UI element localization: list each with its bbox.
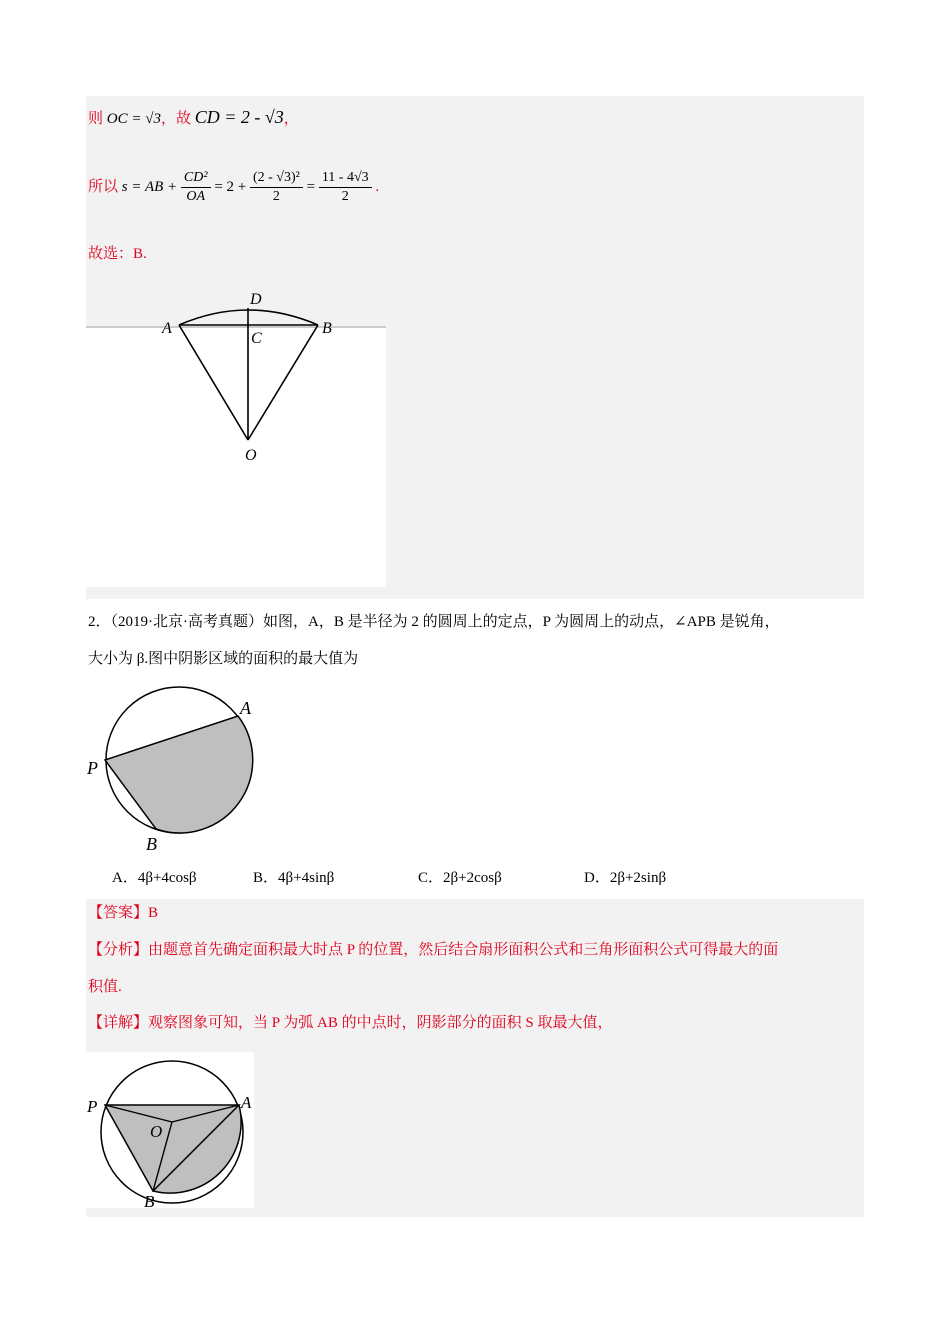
label-c: C <box>251 330 262 347</box>
analysis-tag: 【分析】 <box>88 942 149 958</box>
cd-equation: CD = 2 - √3 <box>194 107 284 127</box>
radius-oa <box>179 325 248 440</box>
label-a: A <box>162 320 172 337</box>
option-d[interactable]: D．2β+2sinβ <box>584 870 667 886</box>
analysis-line-2: 积值. <box>88 979 122 995</box>
fraction-result: $\frac{11 - 4√3}{2}$ <box>319 169 372 206</box>
question-2-line-1 <box>88 611 780 633</box>
label-b: B <box>144 1192 155 1211</box>
sector-diagram-svg <box>86 280 396 480</box>
option-a[interactable]: A．4β+4cosβ <box>112 870 197 886</box>
label-a: A <box>241 1093 252 1112</box>
option-c[interactable]: C．2β+2cosβ <box>418 870 502 886</box>
fraction-2-minus-sqrt3-squared: $\frac{\text{(2 - √3)²}}{2}$ <box>250 169 303 206</box>
answer-line <box>88 902 158 924</box>
solution-circle-svg <box>84 1052 259 1212</box>
question-text-1: 如图，A，B 是半径为 2 的圆周上的定点，P 为圆周上的动点，∠APB 是锐角， <box>263 614 780 630</box>
s-expression: s = AB + <box>121 179 178 195</box>
answer-value: B <box>148 905 159 921</box>
label-a: A <box>240 698 251 718</box>
label-p: P <box>87 1097 98 1116</box>
label-b: B <box>322 320 332 337</box>
fraction-cd-oa: $\frac{\text{CD²}}{OA}$ <box>181 169 211 206</box>
circle-figure-question <box>84 684 274 856</box>
question-2-line-2: 大小为 β.图中阴影区域的面积的最大值为 <box>88 651 359 667</box>
detail-line: 【详解】观察图象可知，当 P 为弧 AB 的中点时，阴影部分的面积 S 取最大值， <box>88 1015 613 1031</box>
question-number: 2． <box>88 614 111 630</box>
label-o: O <box>245 447 257 464</box>
option-b[interactable]: B．4β+4sinβ <box>253 870 335 886</box>
question-source: （2019·北京·高考真题） <box>110 614 264 630</box>
label-b: B <box>146 834 157 854</box>
detail-tag: 【详解】 <box>88 1015 149 1031</box>
answer-tag: 【答案】 <box>88 905 149 921</box>
oc-equation: OC = √3 <box>106 111 161 127</box>
solution-line-2: 所以 s = AB + $\frac{\text{CD²}}{OA}$ = 2 + $\frac{\text{(2 - √3)²}}{2}$ = $\frac{11 - 4√3}{2}$ . <box>88 170 380 205</box>
label-o: O <box>150 1122 163 1141</box>
label-p: P <box>87 758 98 778</box>
label-d: D <box>250 291 262 308</box>
conclusion-line: 故选：B. <box>88 246 147 262</box>
analysis-line-1: 【分析】由题意首先确定面积最大时点 P 的位置，然后结合扇形面积公式和三角形面积公式可得最大的面 <box>88 942 779 958</box>
solution-line-1: 则 OC = √3，故 CD = 2 - √3， <box>88 107 299 127</box>
